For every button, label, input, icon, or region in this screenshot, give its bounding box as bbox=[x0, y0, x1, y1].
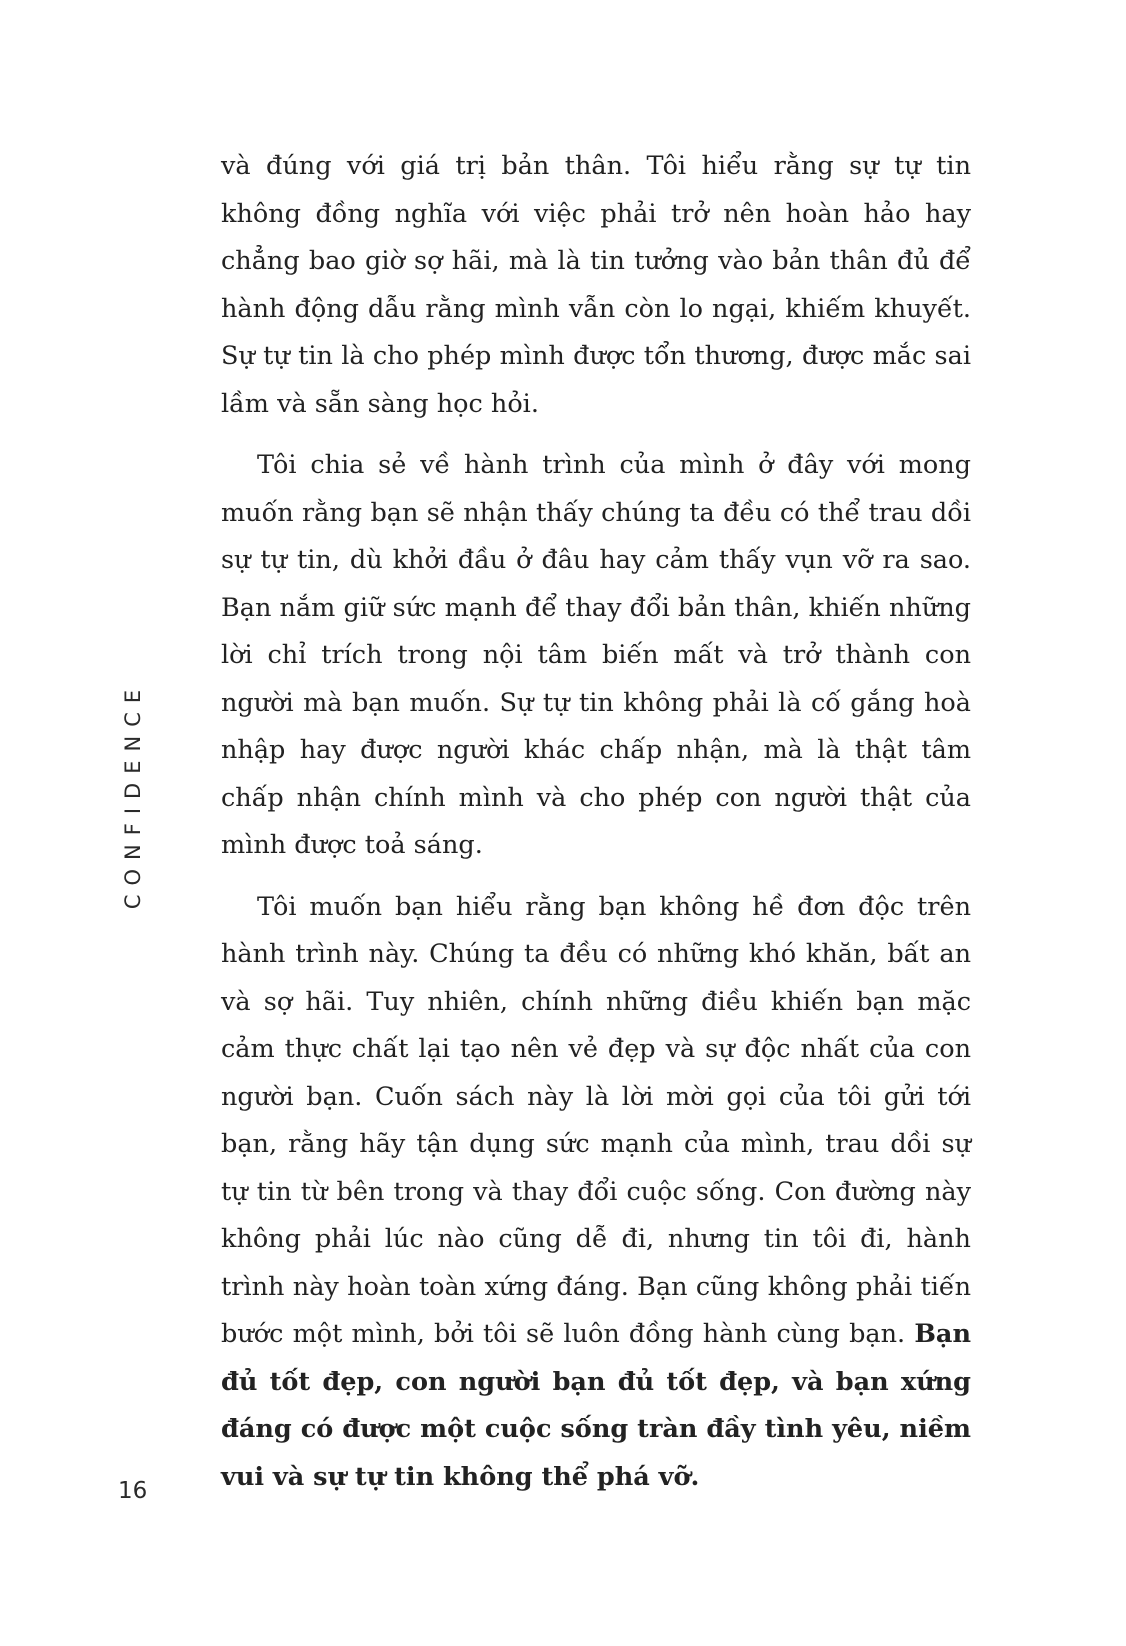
body-text bbox=[221, 143, 971, 1501]
paragraph-not-alone bbox=[221, 884, 971, 1502]
paragraph-continued: và đúng với giá trị bản thân. Tôi hiểu rằng sự tự tin không đồng nghĩa với việc phải trở nên hoàn hảo hay chẳng bao giờ sợ hãi, mà là tin tưởng vào bản thân đủ để hành động dẫu rằng mình vẫn còn lo ngại, khiếm khuyết. Sự tự tin là cho phép mình được tổn thương, được mắc sai lầm và sẵn sàng học hỏi. bbox=[221, 151, 971, 419]
page-number: 16 bbox=[118, 1478, 148, 1504]
emphasis-text: Bạn đủ tốt đẹp, con người bạn đủ tốt đẹp, và bạn xứng đáng có được một cuộc sống tràn đầy tình yêu, niềm vui và sự tự tin không thể phá vỡ. bbox=[221, 1319, 971, 1492]
running-head-text: CONFIDENCE bbox=[121, 680, 145, 910]
paragraph-journey: Tôi chia sẻ về hành trình của mình ở đây với mong muốn rằng bạn sẽ nhận thấy chúng ta đều có thể trau dồi sự tự tin, dù khởi đầu ở đâu hay cảm thấy vụn vỡ ra sao. Bạn nắm giữ sức mạnh để thay đổi bản thân, khiến những lời chỉ trích trong nội tâm biến mất và trở thành con người mà bạn muốn. Sự tự tin không phải là cố gắng hoà nhập hay được người khác chấp nhận, mà là thật tâm chấp nhận chính mình và cho phép con người thật của mình được toả sáng. bbox=[221, 450, 971, 860]
paragraph-body: Tôi muốn bạn hiểu rằng bạn không hề đơn độc trên hành trình này. Chúng ta đều có những khó khăn, bất an và sợ hãi. Tuy nhiên, chính những điều khiến bạn mặc cảm thực chất lại tạo nên vẻ đẹp và sự độc nhất của con người bạn. Cuốn sách này là lời mời gọi của tôi gửi tới bạn, rằng hãy tận dụng sức mạnh của mình, trau dồi sự tự tin từ bên trong và thay đổi cuộc sống. Con đường này không phải lúc nào cũng dễ đi, nhưng tin tôi đi, hành trình này hoàn toàn xứng đáng. Bạn cũng không phải tiến bước một mình, bởi tôi sẽ luôn đồng hành cùng bạn. bbox=[221, 891, 971, 1349]
